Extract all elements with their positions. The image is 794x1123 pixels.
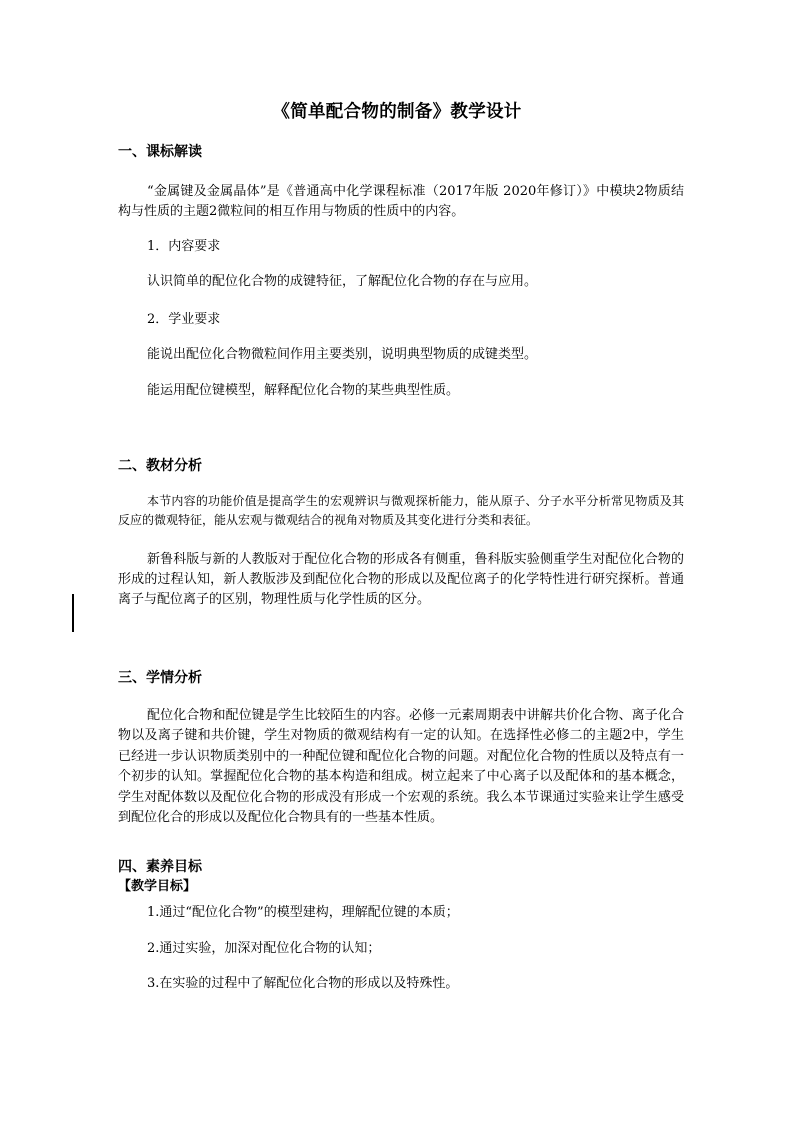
item-academic-requirement-text-2: 能运用配位键模型，解释配位化合物的某些典型性质。 bbox=[147, 383, 460, 398]
item-academic-requirement-label: 2．学业要求 bbox=[147, 312, 221, 327]
section-heading-literacy: 四、素养目标 bbox=[118, 859, 202, 875]
item-content-requirement-label: 1．内容要求 bbox=[147, 239, 221, 254]
section-heading-curriculum: 一、课标解读 bbox=[118, 144, 202, 160]
revision-bar bbox=[72, 594, 74, 632]
document-title: 《简单配合物的制备》教学设计 bbox=[272, 102, 522, 122]
item-academic-requirement-text-1: 能说出配位化合物微粒间作用主要类别，说明典型物质的成键类型。 bbox=[147, 347, 538, 362]
section-heading-textbook: 二、教材分析 bbox=[118, 458, 202, 474]
paragraph-learner-analysis: 配位化合物和配位键是学生比较陌生的内容。必修一元素周期表中讲解共价化合物、离子化合物以及离子键和共价键，学生对物质的微观结构有一定的认知。在选择性必修二的主题2中，学生已经进一步认识物质类别中的一种配位键和配位化合物的问题。对配位化合物的性质以及特点有一个初步的认知。掌握配位化合物的基本构造和组成。树立起来了中心离子以及配体和的基本概念，学生对配体数以及配位化合物的形成没有形成一个宏观的系统。我么本节课通过实验来让学生感受到配位化合的形成以及配位化合物具有的一些基本性质。 bbox=[118, 708, 684, 826]
paragraph-textbook-function: 本节内容的功能价值是提高学生的宏观辨识与微观探析能力，能从原子、分子水平分析常见物质及其反应的微观特征，能从宏观与微观结合的视角对物质及其变化进行分类和表征。 bbox=[118, 494, 684, 527]
paragraph-textbook-comparison: 新鲁科版与新的人教版对于配位化合物的形成各有侧重，鲁科版实验侧重学生对配位化合物的形成的过程认知，新人教版涉及到配位化合物的形成以及配位离子的化学特性进行研究探析。普通离子与配位离子的区别，物理性质与化学性质的区分。 bbox=[118, 552, 684, 607]
subheading-teaching-goals: 【教学目标】 bbox=[118, 879, 197, 894]
goal-item-2: 2.通过实验，加深对配位化合物的认知； bbox=[147, 941, 381, 956]
section-heading-learner: 三、学情分析 bbox=[118, 670, 202, 686]
goal-item-3: 3.在实验的过程中了解配位化合物的形成以及特殊性。 bbox=[147, 976, 459, 991]
item-content-requirement-text: 认识简单的配位化合物的成键特征，了解配位化合物的存在与应用。 bbox=[147, 274, 538, 289]
paragraph-curriculum-intro: “金属键及金属晶体”是《普通高中化学课程标准（2017年版 2020年修订）》中模块2物质结构与性质的主题2微粒间的相互作用与物质的性质中的内容。 bbox=[118, 184, 684, 219]
goal-item-1: 1.通过“配位化合物”的模型建构，理解配位键的本质； bbox=[147, 905, 459, 920]
